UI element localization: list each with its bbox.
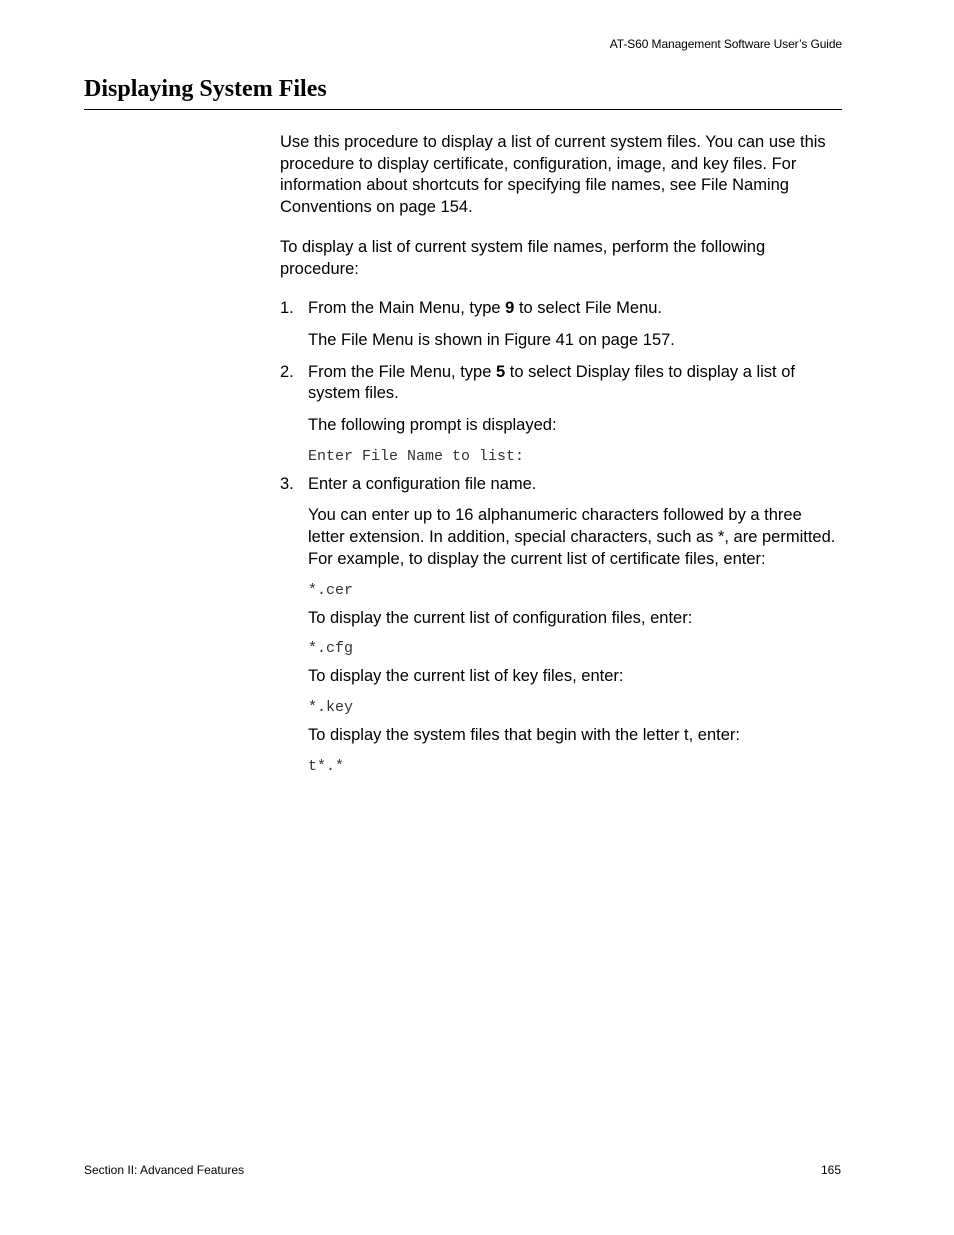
menu-key: 5: [496, 362, 506, 381]
procedure-steps: [280, 298, 840, 776]
step-text: From the Main Menu, type 9 to select File Menu.: [308, 299, 663, 318]
procedure-intro: To display a list of current system file names, perform the following procedure:: [280, 237, 766, 278]
step-text: Enter a configuration file name.: [308, 474, 537, 493]
step-note: The following prompt is displayed:: [308, 416, 557, 435]
step-number: 3.: [280, 474, 294, 493]
page-number: 165: [820, 1163, 841, 1177]
step-number: 2.: [280, 362, 294, 381]
cfg-instruction: To display the current list of configuration files, enter:: [308, 608, 693, 627]
title-rule: [84, 109, 842, 110]
body-content: [280, 132, 840, 784]
step-text: From the File Menu, type 5 to select Display files to display a list of system files.: [308, 362, 795, 403]
step-2: [280, 362, 840, 467]
prompt-code: Enter File Name to list:: [308, 447, 525, 465]
code-cer: *.cer: [308, 581, 354, 599]
intro-paragraph: Use this procedure to display a list of current system files. You can use this procedure to display certificate, configuration, image, and key files. For information about shortcuts for specifying file names, see File Naming Conventions on page 154.: [280, 133, 826, 217]
step-detail: You can enter up to 16 alphanumeric characters followed by a three letter extension. In addition, special characters, such as *, are permitted. For example, to display the current list of certificate files, enter:: [308, 506, 836, 568]
t-instruction: To display the system files that begin with the letter t, enter:: [308, 725, 740, 744]
section-title: Displaying System Files: [84, 76, 327, 102]
step-note: The File Menu is shown in Figure 41 on page 157.: [308, 330, 675, 349]
code-t: t*.*: [308, 757, 345, 775]
key-instruction: To display the current list of key files, enter:: [308, 667, 624, 686]
menu-key: 9: [505, 299, 515, 318]
code-cfg: *.cfg: [308, 640, 354, 658]
step-1: [280, 298, 840, 351]
footer-section: Section II: Advanced Features: [84, 1163, 245, 1177]
code-key: *.key: [308, 698, 354, 716]
step-number: 1.: [280, 299, 294, 318]
running-header: AT-S60 Management Software User’s Guide: [609, 37, 842, 51]
step-3: [280, 474, 840, 777]
